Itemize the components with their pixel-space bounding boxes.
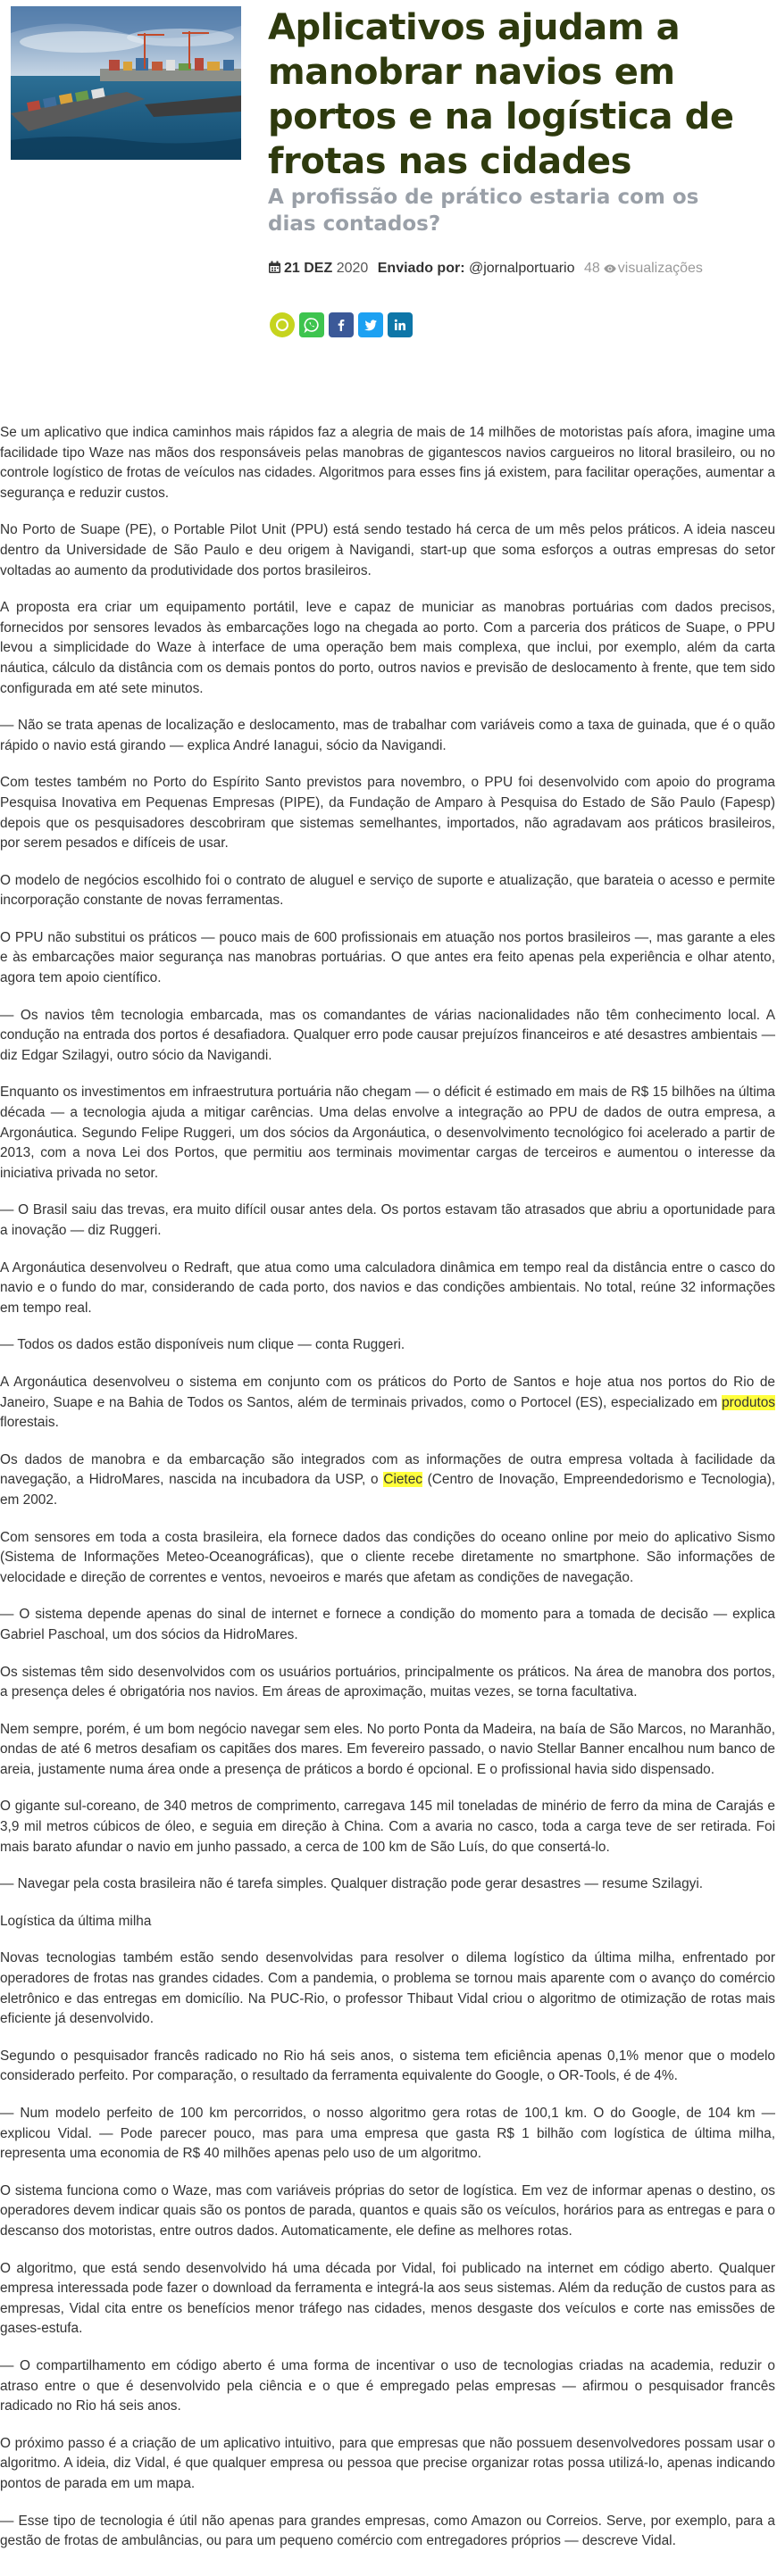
article-paragraph: — O Brasil saiu das trevas, era muito difícil ousar antes dela. Os portos estavam tão atrasados que abriu a oportunidade para a inovação — diz Ruggeri. bbox=[0, 1202, 775, 1238]
article-paragraph: Os sistemas têm sido desenvolvidos com os usuários portuários, principalmente os práticos. Na área de manobra dos portos, a presença deles é obrigatória nos navios. Em áreas de aproximação, muitas vezes, se torna facultativa. bbox=[0, 1664, 775, 1700]
toggle-icon bbox=[275, 318, 289, 332]
highlighted-keyword[interactable]: Cietec bbox=[383, 1472, 422, 1488]
article-paragraph: O próximo passo é a criação de um aplicativo intuitivo, para que empresas que não possuem desenvolvedores possam usar o algoritmo. A ideia, diz Vidal, é que qualquer empresa ou pessoa que precise organizar rotas possa utilizá-lo, apenas indicando pontos de parada em um mapa. bbox=[0, 2435, 775, 2491]
article-paragraph: — Esse tipo de tecnologia é útil não apenas para grandes empresas, como Amazon ou Correios. Serve, por exemplo, para a gestão de frotas de ambulâncias, ou para um pequeno comércio com entregadores próprios — descreve Vidal. bbox=[0, 2513, 775, 2549]
eye-icon bbox=[604, 262, 616, 278]
article-date: 21 DEZ bbox=[284, 261, 333, 276]
twitter-share-button[interactable] bbox=[358, 312, 383, 337]
article-paragraph: O sistema funciona como o Waze, mas com variáveis próprias do setor de logística. Em vez de informar apenas o destino, os operadores devem indicar quais são os pontos de parada, quantos e quais são os veículos, horários para as entregas e para o descanso dos motoristas, entre outros dados. Automaticamente, ele define as melhores rotas. bbox=[0, 2182, 775, 2239]
twitter-icon bbox=[363, 318, 378, 332]
article-paragraph: — Os navios têm tecnologia embarcada, mas os comandantes de várias nacionalidades não têm conhecimento local. A condução na entrada dos portos é desafiadora. Qualquer erro pode causar prejuízos financeiros e até desastres ambientais — diz Edgar Szilagyi, outro sócio da Navigandi. bbox=[0, 1007, 775, 1063]
article-paragraph: — O sistema depende apenas do sinal de internet e fornece a condição do momento para a tomada de decisão — explica Gabriel Paschoal, um dos sócios da HidroMares. bbox=[0, 1607, 775, 1642]
article-paragraph: Segundo o pesquisador francês radicado no Rio há seis anos, o sistema tem eficiência apenas 0,1% menor que o modelo considerado perfeito. Por comparação, o resultado da ferramenta equivalente do Google, o OR-Tools, é de 4%. bbox=[0, 2048, 775, 2084]
article-paragraph: Se um aplicativo que indica caminhos mais rápidos faz a alegria de mais de 14 milhões de motoristas país afora, imagine uma facilidade tipo Waze nas mãos dos responsáveis pelas manobras de gigantescos navios cargueiros no litoral brasileiro, ou no controle logístico de frotas de veículos nas cidades. Algoritmos para esses fins já existem, para facilitar operações, aumentar a segurança e reduzir custos. bbox=[0, 425, 775, 501]
article-paragraph: — Navegar pela costa brasileira não é tarefa simples. Qualquer distração pode gerar desastres — resume Szilagyi. bbox=[0, 1876, 704, 1892]
article-paragraph: — O compartilhamento em código aberto é uma forma de incentivar o uso de tecnologias criadas na academia, reduzir o atraso entre o que é desenvolvido pela ciência e o que é empregado pelas empresas — afirmou o pesquisador francês radicado no Rio há seis anos. bbox=[0, 2357, 775, 2414]
article-paragraph bbox=[0, 1373, 775, 1433]
article-paragraph: Enquanto os investimentos em infraestrutura portuária não chegam — o déficit é estimado em mais de R$ 15 bilhões na última década — a tecnologia ajuda a mitigar carências. Uma delas envolve a integração ao PPU de dados de outra empresa, a Argonáutica. Segundo Felipe Ruggeri, um dos sócios da Argonáutica, o desenvolvimento tecnológico foi acelerado a partir de 2013, com a nova Lei dos Portos, que permitiu aos terminais movimentar cargas de terceiros e aumentou o interesse da iniciativa privada no setor. bbox=[0, 1084, 775, 1181]
port-photo-icon bbox=[11, 6, 241, 160]
article-paragraph: — Num modelo perfeito de 100 km percorridos, o nosso algoritmo gera rotas de 100,1 km. O do Google, de 104 km — explicou Vidal. — Pode parecer pouco, mas para uma empresa que gasta R$ 1 bilhão com logística de última milha, representa uma economia de R$ 40 milhões apenas pelo uso de um algoritmo. bbox=[0, 2106, 775, 2162]
share-buttons bbox=[270, 312, 413, 337]
views-count: 48 bbox=[583, 261, 600, 276]
whatsapp-icon bbox=[304, 317, 320, 333]
article-paragraph: Nem sempre, porém, é um bom negócio navegar sem eles. No porto Ponta da Madeira, na baía de São Marcos, no Maranhão, ondas de até 6 metros desafiam os capitães dos mares. Em fevereiro passado, o navio Stellar Banner encalhou num banco de areia, justamente numa área onde a presença de práticos a bordo é opcional. E o profissional havia sido dispensado. bbox=[0, 1721, 775, 1777]
sent-by-label: Enviado por: bbox=[377, 261, 465, 276]
facebook-share-button[interactable] bbox=[329, 312, 354, 337]
views-label: visualizações bbox=[617, 261, 703, 276]
paragraph-text: Os dados de manobra e da embarcação são integrados com as informações de outra empresa voltada à facilidade da navegação, a HidroMares, nascida na incubadora da USP, o bbox=[0, 1451, 775, 1488]
article-paragraph: O modelo de negócios escolhido foi o contrato de aluguel e serviço de suporte e atualização, que barateia o acesso e permite incorporação constante de novas ferramentas. bbox=[0, 872, 775, 909]
share-toggle-button[interactable] bbox=[270, 312, 295, 337]
facebook-icon bbox=[334, 318, 348, 332]
article-paragraph: A Argonáutica desenvolveu o Redraft, que atua como uma calculadora dinâmica em tempo real da distância entre o casco do navio e o fundo do mar, considerando de cada porto, dos navios e das condições ambientais. No total, reúne 32 informações em tempo real. bbox=[0, 1259, 775, 1316]
article-image[interactable] bbox=[11, 6, 241, 160]
article-body bbox=[0, 423, 775, 2569]
paragraph-text: A Argonáutica desenvolveu o sistema em conjunto com os práticos do Porto de Santos e hoje atua nos portos do Rio de Janeiro, Suape e na Bahia de Todos os Santos, além de terminais privados, como o Portocel (ES), especializado em bbox=[0, 1374, 775, 1410]
article-paragraph: O algoritmo, que está sendo desenvolvido há uma década por Vidal, foi publicado na internet em código aberto. Qualquer empresa interessada pode fazer o download da ferramenta e integrá-la aos seus sistemas. Além da redução de custos para as empresas, Vidal cita entre os benefícios menor tráfego nas cidades, menos desgaste dos veículos e corte nas emissões de gases-estufa. bbox=[0, 2260, 775, 2337]
linkedin-share-button[interactable] bbox=[388, 312, 413, 337]
article-meta bbox=[268, 261, 703, 278]
article-paragraph: O gigante sul-coreano, de 340 metros de comprimento, carregava 145 mil toneladas de minério de ferro da mina de Carajás e 3,9 mil metros cúbicos de óleo, e seguia em direção à China. Com a avaria no casco, toda a carga teve de ser retirada. Foi mais barato afundar o navio em junho passado, a cerca de 100 km de São Luís, do que consertá-lo. bbox=[0, 1799, 775, 1855]
whatsapp-share-button[interactable] bbox=[299, 312, 324, 337]
article-paragraph bbox=[0, 1450, 775, 1511]
paragraph-text: florestais. bbox=[0, 1415, 59, 1431]
article-paragraph: Com testes também no Porto do Espírito Santo previstos para novembro, o PPU foi desenvolvido com apoio do programa Pesquisa Inovativa em Pequenas Empresas (PIPE), da Fundação de Amparo à Pesquisa do Estado de São Paulo (Fapesp) depois que os pesquisadores descobriram que sistemas semelhantes, importados, não agradavam aos práticos brasileiros, por serem pesados e difíceis de usar. bbox=[0, 775, 775, 852]
calendar-icon bbox=[268, 261, 281, 278]
author-link[interactable]: @jornalportuario bbox=[468, 261, 575, 276]
article-year: 2020 bbox=[336, 261, 369, 276]
article-title: Aplicativos ajudam a manobrar navios em portos e na logística de frotas nas cidades bbox=[268, 7, 734, 182]
article-paragraph: Com sensores em toda a costa brasileira, ela fornece dados das condições do oceano online por meio do aplicativo Sismo (Sistema de Informações Meteo-Oceanográficas), que o cliente recebe diretamente no smartphone. São informações de velocidade e direção de correntes e ventos, nevoeiros e marés que afetam as condições de navegação. bbox=[0, 1529, 775, 1585]
paragraph-text: (Centro de Inovação, Empreendedorismo e Tecnologia), em 2002. bbox=[0, 1472, 775, 1508]
article-paragraph: — Todos os dados estão disponíveis num clique — conta Ruggeri. bbox=[0, 1337, 405, 1353]
article-header bbox=[0, 0, 777, 375]
article-paragraph: A proposta era criar um equipamento portátil, leve e capaz de municiar as manobras portuárias com dados precisos, fornecidos por sensores levados às embarcações logo na chegada ao porto. Com a parceria dos práticos de Suape, o PPU levou a simplicidade do Waze à interface de uma operação bem mais complexa, que inclui, por exemplo, além da carta náutica, cálculo da distância com os demais pontos do porto, outros navios e previsão de deslocamento à frente, que tem sido configurada em até sete minutos. bbox=[0, 600, 775, 696]
section-heading: Logística da última milha bbox=[0, 1913, 152, 1929]
article-paragraph: — Não se trata apenas de localização e deslocamento, mas de trabalhar com variáveis como a taxa de guinada, que é o quão rápido o navio está girando — explica André Ianagui, sócio da Navigandi. bbox=[0, 718, 775, 753]
article-paragraph: No Porto de Suape (PE), o Portable Pilot Unit (PPU) está sendo testado há cerca de um mês pelos práticos. A ideia nasceu dentro da Universidade de São Paulo e deu origem à Navigandi, start-up que soma esforços a outras empresas do setor voltadas ao aumento da produtividade dos portos brasileiros. bbox=[0, 522, 775, 578]
article-paragraph: O PPU não substitui os práticos — pouco mais de 600 profissionais em atuação nos portos brasileiros —, mas garante a eles e às embarcações maior segurança nas manobras portuárias. O que antes era feito apenas pela experiência e olhar atento, agora tem apoio científico. bbox=[0, 929, 775, 986]
linkedin-icon bbox=[393, 318, 407, 332]
article-subtitle: A profissão de prático estaria com os dias contados? bbox=[268, 186, 699, 236]
highlighted-keyword[interactable]: produtos bbox=[722, 1394, 775, 1410]
article-paragraph: Novas tecnologias também estão sendo desenvolvidas para resolver o dilema logístico da última milha, enfrentado por operadores de frotas nas grandes cidades. Com a pandemia, o problema se tornou mais aparente com o avanço do comércio eletrônico e das entregas em domicílio. Na PUC-Rio, o professor Thibaut Vidal criou o algoritmo de otimização de rotas mais eficiente já desenvolvido. bbox=[0, 1950, 775, 2027]
